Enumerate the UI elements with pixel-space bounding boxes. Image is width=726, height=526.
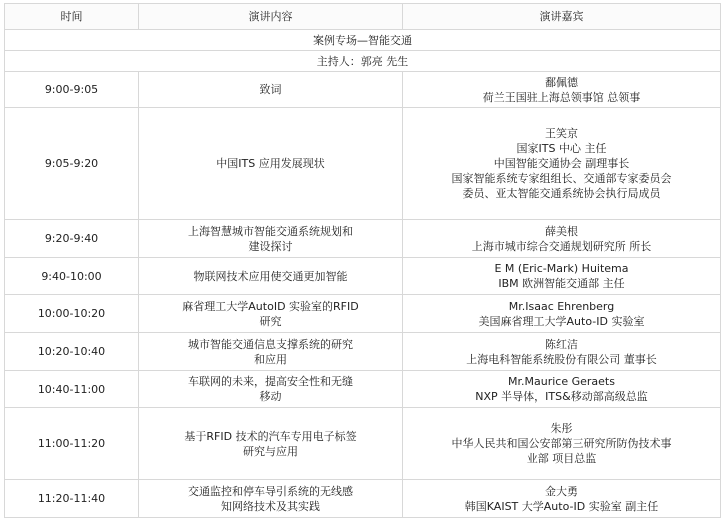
header-topic: 演讲内容	[139, 4, 403, 30]
topic-text: 中国ITS 应用发展现状	[216, 157, 325, 170]
row-time: 9:05-9:20	[5, 108, 139, 220]
speaker-role: 国家ITS 中心 主任 中国智能交通协会 副理事长 国家智能系统专家组组长、交通部专家委员会 委员、亚太智能交通系统协会执行局成员	[451, 142, 672, 200]
topic-text: 麻省理工大学AutoID 实验室的RFID 研究	[182, 299, 359, 328]
table-row	[5, 108, 721, 220]
session-title-row	[5, 30, 721, 51]
speaker-role: 荷兰王国驻上海总领事馆 总领事	[482, 90, 641, 104]
row-topic	[139, 408, 403, 480]
row-topic	[139, 371, 403, 408]
row-topic	[139, 108, 403, 220]
speaker-role: 韩国KAIST 大学Auto-ID 实验室 副主任	[464, 499, 659, 513]
speaker-role: 上海市城市综合交通规划研究所 所长	[471, 239, 652, 253]
speaker-name: Mr.Maurice Geraets	[508, 375, 615, 388]
row-time: 9:00-9:05	[5, 72, 139, 108]
table-row	[5, 72, 721, 108]
table-row	[5, 333, 721, 371]
row-time: 11:00-11:20	[5, 408, 139, 480]
speaker-role: IBM 欧洲智能交通部 主任	[498, 277, 625, 290]
topic-text: 物联网技术应用使交通更加智能	[193, 269, 348, 283]
topic-text: 交通监控和停车导引系统的无线感 知网络技术及其实践	[188, 484, 353, 513]
row-topic	[139, 333, 403, 371]
speaker-name: Mr.Isaac Ehrenberg	[508, 299, 615, 313]
speaker-role: 美国麻省理工大学Auto-ID 实验室	[478, 314, 645, 328]
row-topic	[139, 258, 403, 295]
header-speaker: 演讲嘉宾	[403, 4, 721, 30]
speaker-role: 中华人民共和国公安部第三研究所防伪技术事 业部 项目总监	[451, 437, 672, 465]
row-time: 10:00-10:20	[5, 295, 139, 333]
session-title: 案例专场—智能交通	[5, 30, 721, 51]
header-row	[5, 4, 721, 30]
row-speaker	[403, 72, 721, 108]
speaker-name: E M (Eric-Mark) Huitema	[494, 262, 629, 275]
topic-text: 城市智能交通信息支撑系统的研究 和应用	[188, 337, 353, 366]
table-row	[5, 408, 721, 480]
row-time: 9:20-9:40	[5, 220, 139, 258]
speaker-role: 上海电科智能系统股份有限公司 董事长	[466, 352, 657, 366]
speaker-name: 朱彤	[550, 422, 573, 435]
row-topic	[139, 295, 403, 333]
table-row	[5, 258, 721, 295]
table-row	[5, 295, 721, 333]
agenda-container	[4, 3, 720, 518]
speaker-role: NXP 半导体，ITS&移动部高级总监	[475, 390, 648, 403]
table-row	[5, 480, 721, 518]
row-speaker	[403, 258, 721, 295]
row-speaker	[403, 108, 721, 220]
table-row	[5, 220, 721, 258]
speaker-name: 薛美根	[545, 224, 578, 238]
header-time: 时间	[5, 4, 139, 30]
row-speaker	[403, 333, 721, 371]
agenda-table	[4, 3, 721, 518]
row-time: 11:20-11:40	[5, 480, 139, 518]
table-row	[5, 371, 721, 408]
row-speaker	[403, 480, 721, 518]
row-time: 10:40-11:00	[5, 371, 139, 408]
speaker-name: 金大勇	[545, 484, 578, 498]
speaker-name: 陈红洁	[545, 337, 578, 351]
speaker-name: 鄱佩德	[545, 75, 578, 89]
session-host: 主持人：郭亮 先生	[5, 51, 721, 72]
row-speaker	[403, 295, 721, 333]
speaker-name: 王笑京	[545, 127, 578, 140]
row-topic	[139, 480, 403, 518]
row-speaker	[403, 220, 721, 258]
topic-text: 车联网的未来，提高安全性和无缝 移动	[188, 375, 353, 403]
row-speaker	[403, 408, 721, 480]
row-topic	[139, 72, 403, 108]
row-speaker	[403, 371, 721, 408]
row-time: 10:20-10:40	[5, 333, 139, 371]
topic-text: 上海智慧城市智能交通系统规划和 建设探讨	[188, 224, 353, 253]
topic-text: 致词	[259, 83, 282, 96]
session-host-row	[5, 51, 721, 72]
topic-text: 基于RFID 技术的汽车专用电子标签 研究与应用	[184, 429, 357, 458]
row-topic	[139, 220, 403, 258]
row-time: 9:40-10:00	[5, 258, 139, 295]
